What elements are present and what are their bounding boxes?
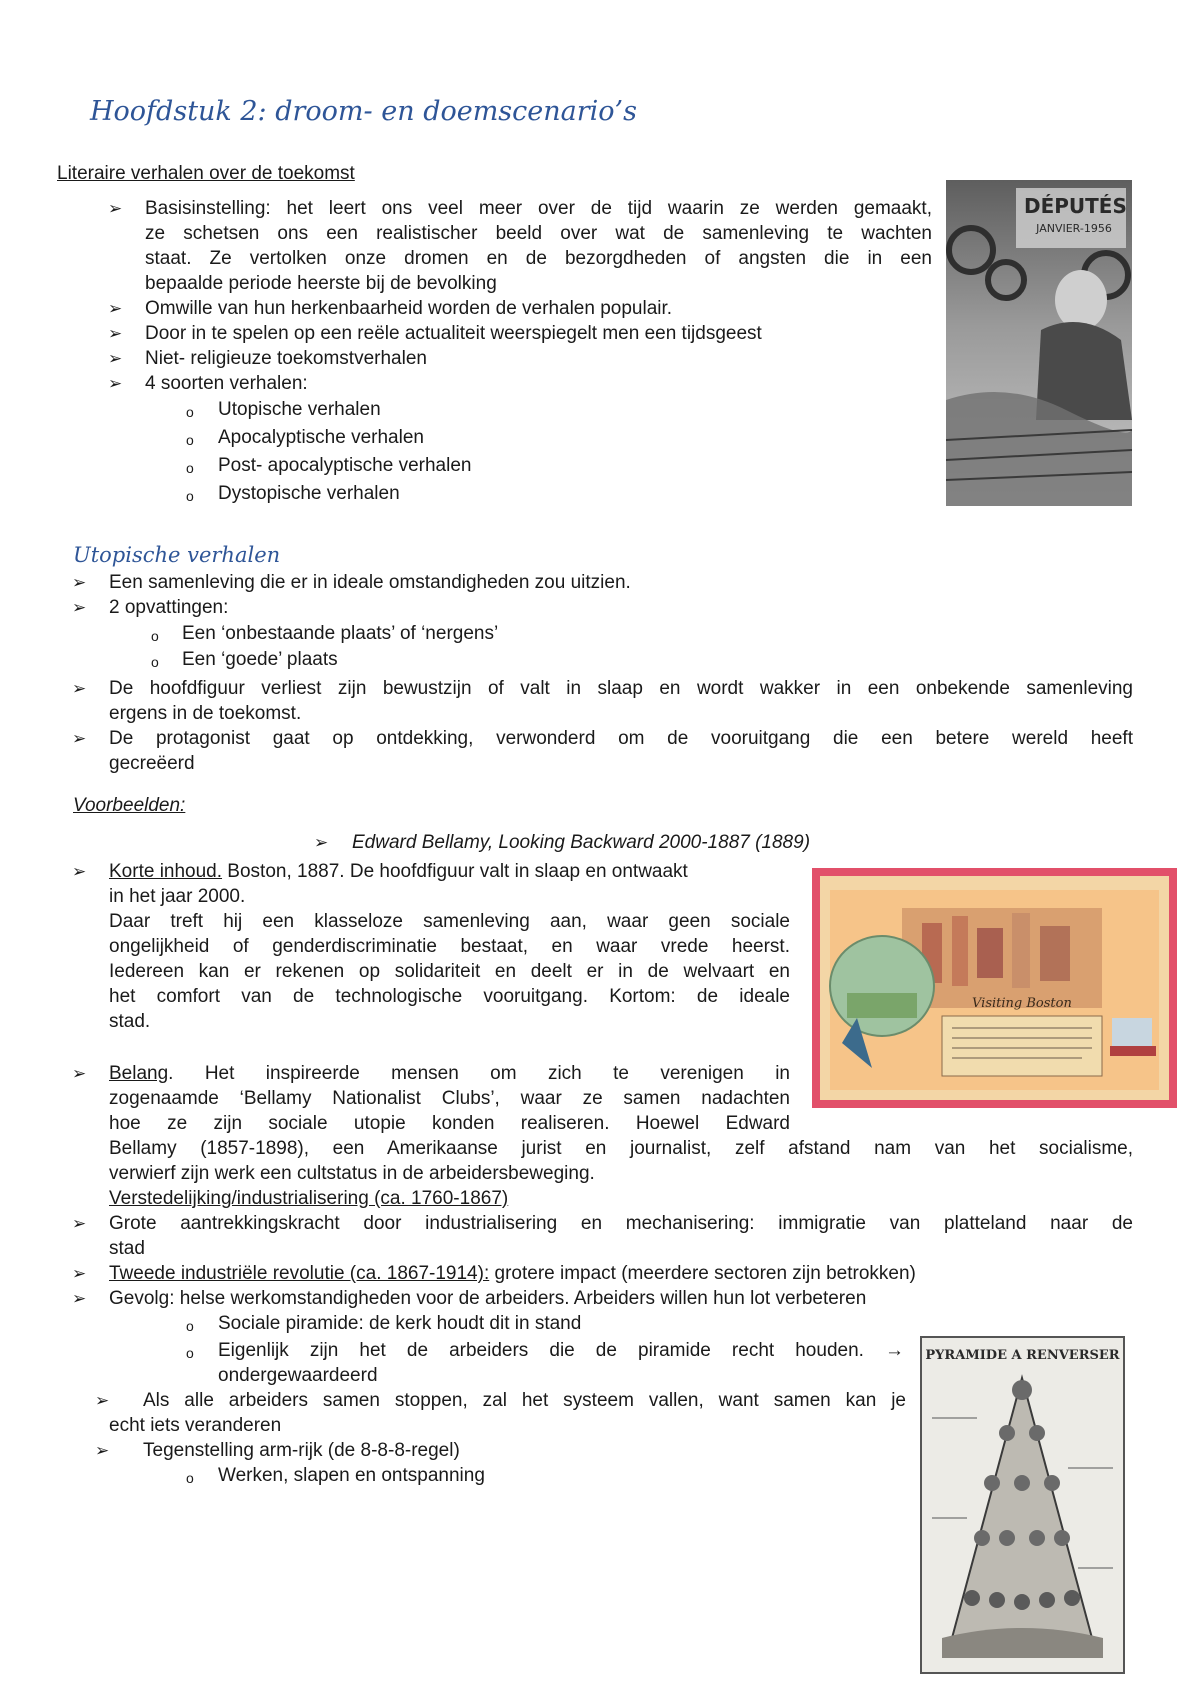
tweede-revolutie-label: Tweede industriële revolutie (ca. 1867-1914): xyxy=(109,1263,490,1284)
section-heading-utopische: Utopische verhalen xyxy=(73,543,281,567)
arrow-bullet-icon: ➢ xyxy=(72,1214,87,1233)
bullet-aantrekkingskracht-1: Grote aantrekkingskracht door industrialisering en mechanisering: immigratie van platteland naar de xyxy=(109,1213,1133,1234)
korte-inhoud-text: Boston, 1887. De hoofdfiguur valt in slaap en ontwaakt xyxy=(222,861,688,882)
bullet-opvattingen: 2 opvattingen: xyxy=(109,597,229,618)
bullet-basisinstelling-1: Basisinstelling: het leert ons veel meer over de tijd waarin ze werden gemaakt, xyxy=(145,198,932,219)
korte-inhoud-line-5: het comfort van de technologische vooruitgang. Kortom: de ideale xyxy=(109,986,790,1007)
arrow-bullet-icon: ➢ xyxy=(72,679,87,698)
bullet-protagonist-2: gecreëerd xyxy=(109,753,195,774)
bullet-samenleving: Een samenleving die er in ideale omstandigheden zou uitzien. xyxy=(109,572,631,593)
arrow-bullet-icon: ➢ xyxy=(95,1441,110,1460)
bullet-hoofdfiguur-1: De hoofdfiguur verliest zijn bewustzijn of valt in slaap en wordt wakker in een onbekende samenleving xyxy=(109,678,1133,699)
arrow-bullet-icon: ➢ xyxy=(72,1289,87,1308)
arrow-bullet-icon: ➢ xyxy=(108,349,123,368)
section-heading-verstedelijking: Verstedelijking/industrialisering (ca. 1760-1867) xyxy=(109,1188,509,1209)
bullet-actualiteit: Door in te spelen op een reële actualiteit weerspiegelt men een tijdsgeest xyxy=(145,323,762,344)
book-title: Edward Bellamy, Looking Backward 2000-1887 (1889) xyxy=(352,832,811,853)
page-title: Hoofdstuk 2: droom- en doemscenario’s xyxy=(90,96,637,127)
arrow-bullet-icon: ➢ xyxy=(72,573,87,592)
circle-bullet-icon: o xyxy=(186,1470,194,1486)
belang-line-1: zogenaamde ‘Bellamy Nationalist Clubs’, waar ze samen nadachten xyxy=(109,1088,790,1109)
korte-inhoud-line-4: Iedereen kan er rekenen op solidariteit en deelt er in de welvaart en xyxy=(109,961,790,982)
sub-arbeiders-piramide-1: Eigenlijk zijn het de arbeiders die de piramide recht houden. → xyxy=(218,1340,904,1361)
arrow-bullet-icon: ➢ xyxy=(72,729,87,748)
circle-bullet-icon: o xyxy=(186,432,194,448)
arrow-bullet-icon: ➢ xyxy=(108,199,123,218)
belang-line-4: verwierf zijn werk een cultstatus in de arbeidersbeweging. xyxy=(109,1163,595,1184)
sub-sociale-piramide: Sociale piramide: de kerk houdt dit in stand xyxy=(218,1313,582,1334)
arrow-bullet-icon: ➢ xyxy=(72,1264,87,1283)
bullet-tegenstelling: Tegenstelling arm-rijk (de 8-8-8-regel) xyxy=(143,1440,460,1461)
belang-line-0 xyxy=(109,1062,790,1086)
bullet-hoofdfiguur-2: ergens in de toekomst. xyxy=(109,703,302,724)
arrow-bullet-icon: ➢ xyxy=(314,833,329,852)
bullet-arbeiders-stoppen-2: echt iets veranderen xyxy=(109,1415,282,1436)
deputes-sign: DÉPUTÉS xyxy=(1024,194,1127,218)
boston-postcard-image xyxy=(812,868,1177,1108)
section-heading-literaire: Literaire verhalen over de toekomst xyxy=(57,163,355,184)
bullet-herkenbaarheid: Omwille van hun herkenbaarheid worden de verhalen populair. xyxy=(145,298,673,319)
sub-utopische: Utopische verhalen xyxy=(218,399,381,420)
korte-inhoud-label: Korte inhoud. xyxy=(109,861,223,882)
bullet-4-soorten: 4 soorten verhalen: xyxy=(145,373,308,394)
sub-post-apocalyptische: Post- apocalyptische verhalen xyxy=(218,455,472,476)
korte-inhoud-line-3: ongelijkheid of genderdiscriminatie bestaat, en waar vrede heerst. xyxy=(109,936,790,957)
bullet-basisinstelling-2: ze schetsen ons een realistischer beeld over wat de samenleving te wachten xyxy=(145,223,932,244)
arrow-bullet-icon: ➢ xyxy=(108,324,123,343)
sub-werken-slapen: Werken, slapen en ontspanning xyxy=(218,1465,485,1486)
korte-inhoud-line-1: in het jaar 2000. xyxy=(109,886,246,907)
circle-bullet-icon: o xyxy=(186,488,194,504)
sub-arbeiders-piramide-2: ondergewaardeerd xyxy=(218,1365,378,1386)
tweede-revolutie-text: grotere impact (meerdere sectoren zijn betrokken) xyxy=(489,1263,916,1284)
korte-inhoud-line-0 xyxy=(109,860,688,884)
sub-goede-plaats: Een ‘goede’ plaats xyxy=(182,649,338,670)
circle-bullet-icon: o xyxy=(151,654,159,670)
bullet-niet-religieus: Niet- religieuze toekomstverhalen xyxy=(145,348,427,369)
arrow-bullet-icon: ➢ xyxy=(95,1391,110,1410)
circle-bullet-icon: o xyxy=(186,460,194,476)
belang-line-3: Bellamy (1857-1898), een Amerikaanse jurist en journalist, zelf afstand nam van het socialisme, xyxy=(109,1138,1133,1159)
bullet-aantrekkingskracht-2: stad xyxy=(109,1238,145,1259)
bullet-basisinstelling-4: bepaalde periode heerste bij de bevolking xyxy=(145,273,497,294)
belang-label: Belang xyxy=(109,1063,169,1084)
sub-dystopische: Dystopische verhalen xyxy=(218,483,400,504)
arrow-bullet-icon: ➢ xyxy=(72,1064,87,1083)
bullet-basisinstelling-3: staat. Ze vertolken onze dromen en de bezorgdheden of angsten die in een xyxy=(145,248,932,269)
circle-bullet-icon: o xyxy=(186,1345,194,1361)
belang-text: . Het inspireerde mensen om zich te verenigen in xyxy=(168,1063,790,1084)
korte-inhoud-line-2: Daar treft hij een klasseloze samenleving aan, waar geen sociale xyxy=(109,911,790,932)
circle-bullet-icon: o xyxy=(151,628,159,644)
pyramide-illustration-image xyxy=(920,1336,1125,1674)
arrow-bullet-icon: ➢ xyxy=(72,598,87,617)
engraving-deputes-image xyxy=(946,180,1132,506)
bullet-tweede-revolutie xyxy=(109,1262,916,1286)
sub-apocalyptische: Apocalyptische verhalen xyxy=(218,427,424,448)
voorbeelden-label: Voorbeelden: xyxy=(73,795,186,816)
arrow-bullet-icon: ➢ xyxy=(108,374,123,393)
korte-inhoud-line-6: stad. xyxy=(109,1011,151,1032)
belang-line-2: hoe ze zijn sociale utopie konden realiseren. Hoewel Edward xyxy=(109,1113,790,1134)
arrow-bullet-icon: ➢ xyxy=(108,299,123,318)
circle-bullet-icon: o xyxy=(186,404,194,420)
arrow-bullet-icon: ➢ xyxy=(72,862,87,881)
deputes-date: JANVIER-1956 xyxy=(1036,222,1112,235)
bullet-protagonist-1: De protagonist gaat op ontdekking, verwonderd om de vooruitgang die een betere wereld heeft xyxy=(109,728,1133,749)
sub-onbestaande-plaats: Een ‘onbestaande plaats’ of ‘nergens’ xyxy=(182,623,499,644)
circle-bullet-icon: o xyxy=(186,1318,194,1334)
bullet-gevolg: Gevolg: helse werkomstandigheden voor de arbeiders. Arbeiders willen hun lot verbeteren xyxy=(109,1288,867,1309)
pyramide-caption: PYRAMIDE A RENVERSER xyxy=(925,1348,1120,1363)
bullet-arbeiders-stoppen-1: Als alle arbeiders samen stoppen, zal het systeem vallen, want samen kan je xyxy=(143,1390,906,1411)
postcard-caption: Visiting Boston xyxy=(972,996,1072,1011)
